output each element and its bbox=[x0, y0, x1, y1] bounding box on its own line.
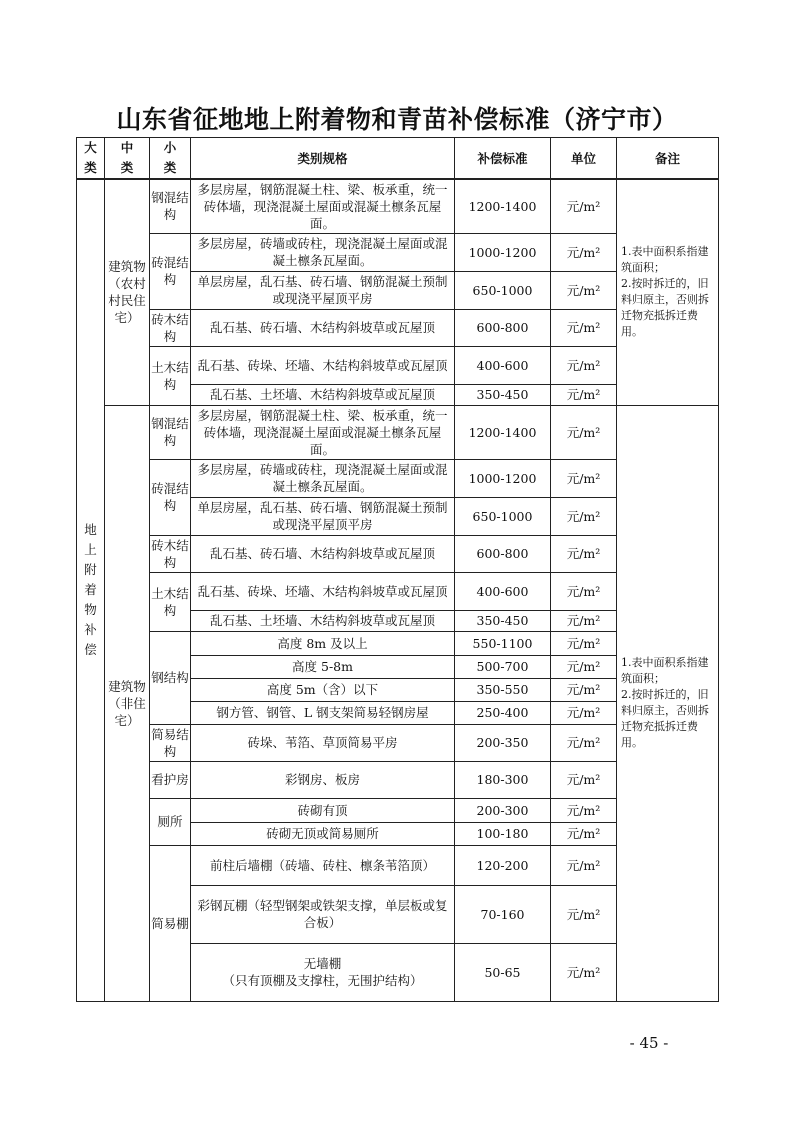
price-cell: 650-1000 bbox=[455, 271, 551, 309]
header-note: 备注 bbox=[617, 138, 719, 180]
spec-cell: 砖砌无顶或简易厕所 bbox=[191, 822, 455, 845]
price-cell: 50-65 bbox=[455, 943, 551, 1001]
header-row bbox=[77, 138, 719, 180]
price-cell: 1000-1200 bbox=[455, 459, 551, 497]
price-cell: 400-600 bbox=[455, 346, 551, 384]
unit-cell: 元/m² bbox=[551, 309, 617, 346]
price-cell: 120-200 bbox=[455, 845, 551, 885]
unit-cell: 元/m² bbox=[551, 761, 617, 798]
note-cell: 1.表中面积系指建筑面积； 2.按时拆迁的，旧料归原主，否则拆迁物充抵拆迁费用。 bbox=[617, 405, 719, 1001]
minor-category-cell: 砖混结构 bbox=[150, 233, 191, 309]
unit-cell: 元/m² bbox=[551, 798, 617, 822]
spec-cell: 乱石基、砖石墙、木结构斜坡草或瓦屋顶 bbox=[191, 535, 455, 572]
price-cell: 550-1100 bbox=[455, 631, 551, 655]
spec-cell: 单层房屋，乱石基、砖石墙、钢筋混凝土预制或现浇平屋顶平房 bbox=[191, 271, 455, 309]
minor-category-cell: 钢混结构 bbox=[150, 179, 191, 233]
note-cell: 1.表中面积系指建筑面积； 2.按时拆迁的，旧料归原主，否则拆迁物充抵拆迁费用。 bbox=[617, 179, 719, 405]
spec-cell: 多层房屋，钢筋混凝土柱、梁、板承重，统一砖体墙，现浇混凝土屋面或混凝土檩条瓦屋面。 bbox=[191, 405, 455, 459]
spec-cell: 高度 5-8m bbox=[191, 655, 455, 678]
header-spec: 类别规格 bbox=[191, 138, 455, 180]
unit-cell: 元/m² bbox=[551, 631, 617, 655]
price-cell: 350-450 bbox=[455, 610, 551, 631]
spec-cell: 乱石基、砖垛、坯墙、木结构斜坡草或瓦屋顶 bbox=[191, 346, 455, 384]
spec-cell: 乱石基、土坯墙、木结构斜坡草或瓦屋顶 bbox=[191, 384, 455, 405]
unit-cell: 元/m² bbox=[551, 346, 617, 384]
unit-cell: 元/m² bbox=[551, 535, 617, 572]
minor-category-cell: 看护房 bbox=[150, 761, 191, 798]
price-cell: 1200-1400 bbox=[455, 179, 551, 233]
header-price: 补偿标准 bbox=[455, 138, 551, 180]
unit-cell: 元/m² bbox=[551, 610, 617, 631]
spec-cell: 乱石基、土坯墙、木结构斜坡草或瓦屋顶 bbox=[191, 610, 455, 631]
spec-cell: 彩钢瓦棚（轻型钢架或铁架支撑，单层板或复合板） bbox=[191, 885, 455, 943]
unit-cell: 元/m² bbox=[551, 497, 617, 535]
spec-cell: 前柱后墙棚（砖墙、砖柱、檩条苇箔顶） bbox=[191, 845, 455, 885]
spec-cell: 钢方管、钢管、L 钢支架简易轻钢房屋 bbox=[191, 701, 455, 724]
minor-category-cell: 钢混结构 bbox=[150, 405, 191, 459]
spec-cell: 砖垛、苇箔、草顶简易平房 bbox=[191, 724, 455, 761]
minor-category-cell: 砖木结构 bbox=[150, 309, 191, 346]
page-title: 山东省征地地上附着物和青苗补偿标准（济宁市） bbox=[116, 105, 678, 134]
unit-cell: 元/m² bbox=[551, 405, 617, 459]
spec-cell: 多层房屋，砖墙或砖柱，现浇混凝土屋面或混凝土檩条瓦屋面。 bbox=[191, 459, 455, 497]
price-cell: 600-800 bbox=[455, 535, 551, 572]
spec-cell: 多层房屋，钢筋混凝土柱、梁、板承重，统一砖体墙，现浇混凝土屋面或混凝土檩条瓦屋面。 bbox=[191, 179, 455, 233]
unit-cell: 元/m² bbox=[551, 233, 617, 271]
unit-cell: 元/m² bbox=[551, 678, 617, 701]
header-middle: 中类 bbox=[105, 138, 150, 180]
middle-category-nonresidential: 建筑物（非住宅） bbox=[105, 405, 150, 1001]
unit-cell: 元/m² bbox=[551, 943, 617, 1001]
minor-category-cell: 钢结构 bbox=[150, 631, 191, 724]
unit-cell: 元/m² bbox=[551, 885, 617, 943]
unit-cell: 元/m² bbox=[551, 724, 617, 761]
header-unit: 单位 bbox=[551, 138, 617, 180]
middle-category-residential: 建筑物（农村村民住宅） bbox=[105, 179, 150, 405]
spec-cell: 高度 8m 及以上 bbox=[191, 631, 455, 655]
minor-category-cell: 砖木结构 bbox=[150, 535, 191, 572]
unit-cell: 元/m² bbox=[551, 271, 617, 309]
price-cell: 200-350 bbox=[455, 724, 551, 761]
price-cell: 100-180 bbox=[455, 822, 551, 845]
table-row bbox=[77, 405, 719, 459]
price-cell: 600-800 bbox=[455, 309, 551, 346]
unit-cell: 元/m² bbox=[551, 845, 617, 885]
price-cell: 350-550 bbox=[455, 678, 551, 701]
page-number: - 45 - bbox=[629, 1034, 669, 1052]
price-cell: 180-300 bbox=[455, 761, 551, 798]
unit-cell: 元/m² bbox=[551, 459, 617, 497]
unit-cell: 元/m² bbox=[551, 701, 617, 724]
price-cell: 200-300 bbox=[455, 798, 551, 822]
price-cell: 70-160 bbox=[455, 885, 551, 943]
spec-cell: 乱石基、砖垛、坯墙、木结构斜坡草或瓦屋顶 bbox=[191, 572, 455, 610]
spec-cell: 无墙棚 （只有顶棚及支撑柱，无围护结构） bbox=[191, 943, 455, 1001]
minor-category-cell: 砖混结构 bbox=[150, 459, 191, 535]
minor-category-cell: 土木结构 bbox=[150, 572, 191, 631]
compensation-table bbox=[76, 137, 719, 1002]
price-cell: 1000-1200 bbox=[455, 233, 551, 271]
minor-category-cell: 厕所 bbox=[150, 798, 191, 845]
unit-cell: 元/m² bbox=[551, 822, 617, 845]
unit-cell: 元/m² bbox=[551, 179, 617, 233]
unit-cell: 元/m² bbox=[551, 655, 617, 678]
price-cell: 500-700 bbox=[455, 655, 551, 678]
unit-cell: 元/m² bbox=[551, 384, 617, 405]
price-cell: 350-450 bbox=[455, 384, 551, 405]
table-row bbox=[77, 179, 719, 233]
spec-cell: 高度 5m（含）以下 bbox=[191, 678, 455, 701]
spec-cell: 多层房屋，砖墙或砖柱，现浇混凝土屋面或混凝土檩条瓦屋面。 bbox=[191, 233, 455, 271]
price-cell: 1200-1400 bbox=[455, 405, 551, 459]
unit-cell: 元/m² bbox=[551, 572, 617, 610]
minor-category-cell: 简易棚 bbox=[150, 845, 191, 1001]
price-cell: 250-400 bbox=[455, 701, 551, 724]
price-cell: 400-600 bbox=[455, 572, 551, 610]
header-major: 大类 bbox=[77, 138, 105, 180]
spec-cell: 砖砌有顶 bbox=[191, 798, 455, 822]
spec-cell: 单层房屋，乱石基、砖石墙、钢筋混凝土预制或现浇平屋顶平房 bbox=[191, 497, 455, 535]
price-cell: 650-1000 bbox=[455, 497, 551, 535]
minor-category-cell: 土木结构 bbox=[150, 346, 191, 405]
header-minor: 小类 bbox=[150, 138, 191, 180]
spec-cell: 乱石基、砖石墙、木结构斜坡草或瓦屋顶 bbox=[191, 309, 455, 346]
major-category-cell: 地上附着物补偿 bbox=[77, 179, 105, 1001]
minor-category-cell: 简易结构 bbox=[150, 724, 191, 761]
spec-cell: 彩钢房、板房 bbox=[191, 761, 455, 798]
